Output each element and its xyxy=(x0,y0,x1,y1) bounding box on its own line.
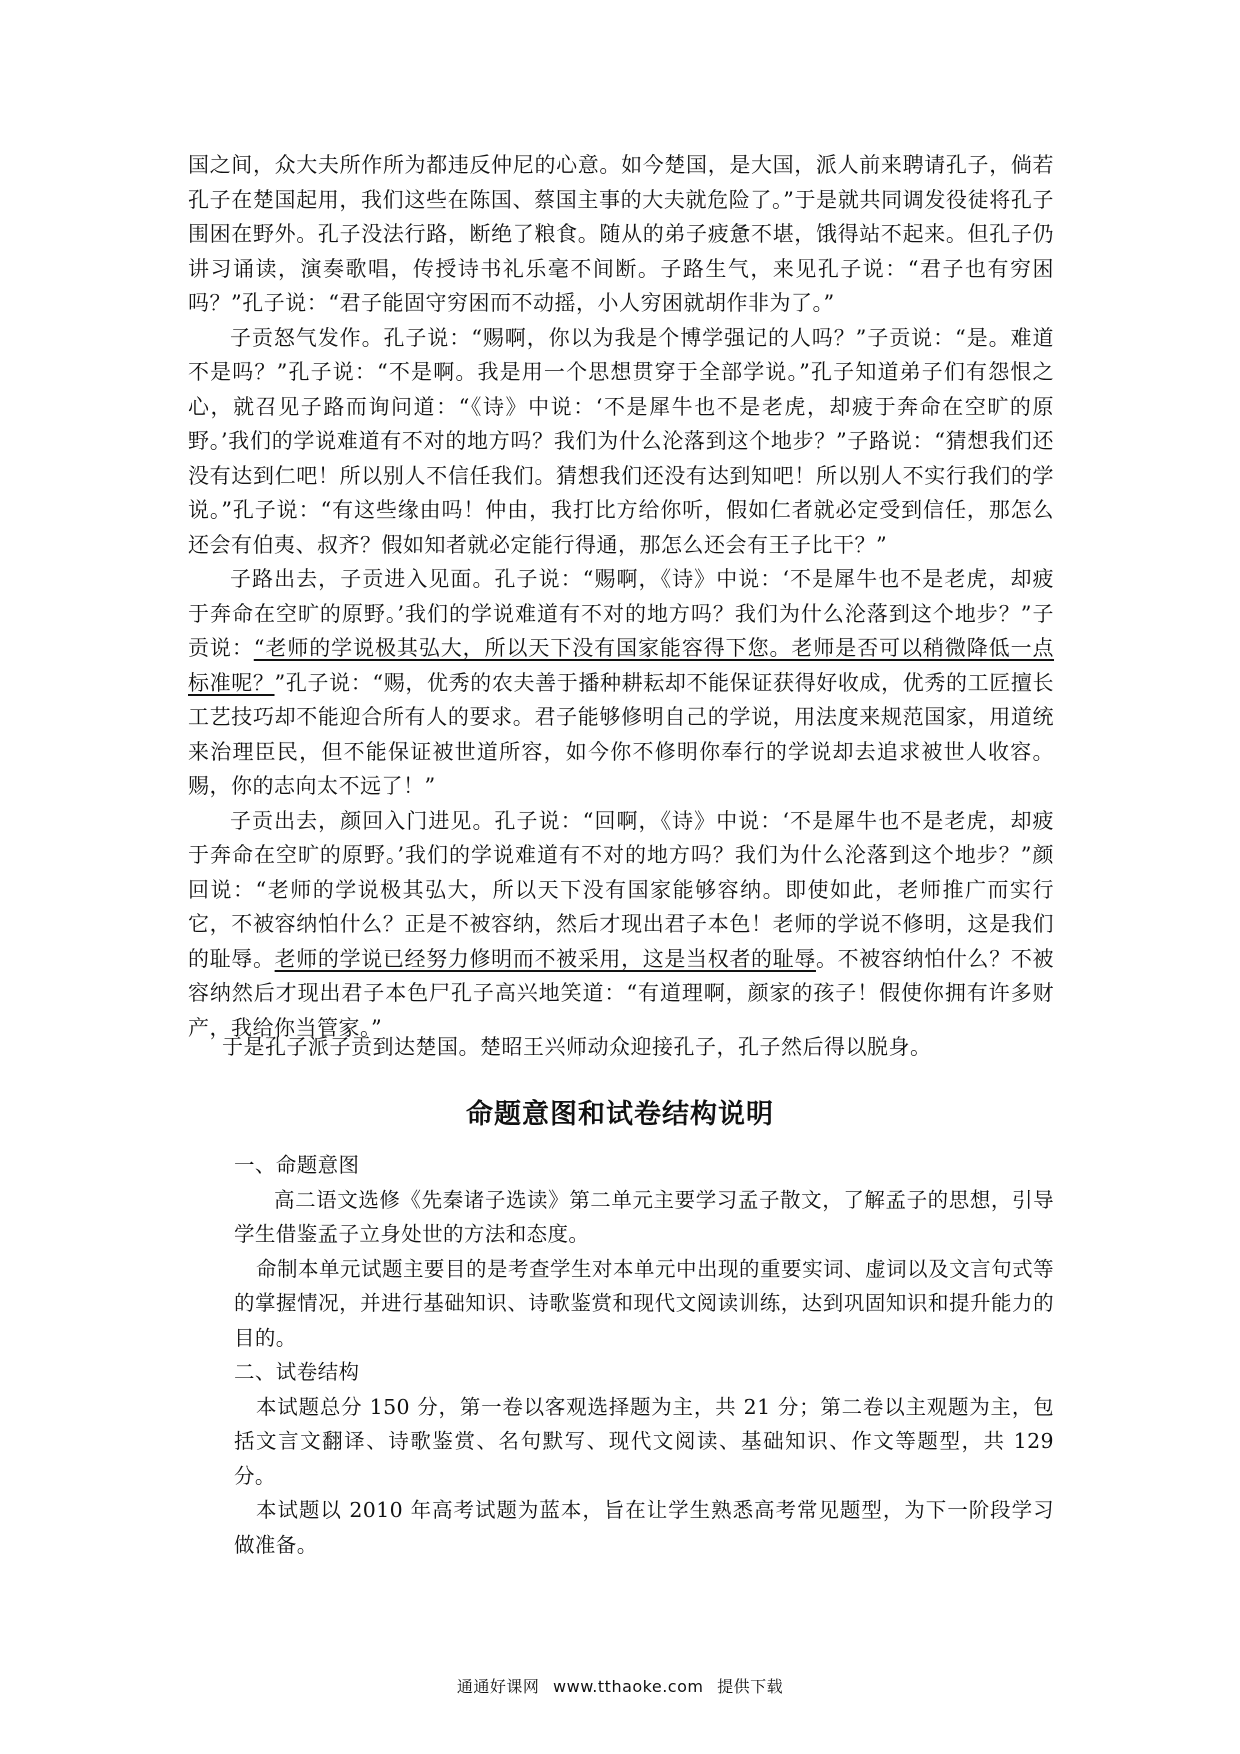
paragraph-4 xyxy=(188,804,1054,1046)
structure-paragraph-2: 本试题以 2010 年高考试题为蓝本，旨在让学生熟悉高考常见题型，为下一阶段学习做准备。 xyxy=(234,1498,1054,1557)
paragraph-4-text-a: 子贡出去，颜回入门进见。孔子说：“回啊，《诗》中说：‘不是犀牛也不是老虎，却疲于奔命在空旷的原野。’我们的学说难道有不对的地方吗？我们为什么沦落到这个地步？”颜回说：“老师的学说极其弘大，所以天下没有国家能够容纳。即使如此，老师推广而实行它，不被容纳怕什么？正是不被容纳，然后才现出君子本色！老师的学说不修明，这是我们的耻辱。 xyxy=(188,808,1054,971)
paragraph-3-text-b: ”孔子说：“赐，优秀的农夫善于播种耕耘却不能保证获得好收成，优秀的工匠擅长工艺技巧却不能迎合所有人的要求。君子能够修明自己的学说，用法度来规范国家，用道统来治理臣民，但不能保证被世道所容，如今你不修明你奉行的学说却去追求被世人收容。赐，你的志向太不远了！” xyxy=(188,670,1055,798)
section-title: 命题意图和试卷结构说明 xyxy=(466,1099,774,1130)
passage-translation xyxy=(188,148,1054,1045)
footer-note: 提供下载 xyxy=(717,1677,784,1696)
page-footer xyxy=(0,1674,1240,1697)
underlined-quote-zigong: “老师的学说极其弘大，所以天下没有国家能容得下您。老师是否可以稍微降低一点标准呢？ xyxy=(188,636,1055,695)
paragraph-1: 国之间，众大夫所作所为都违反仲尼的心意。如今楚国，是大国，派人前来聘请孔子，倘若孔子在楚国起用，我们这些在陈国、蔡国主事的大夫就危险了。”于是就共同调发役徒将孔子围困在野外。孔子没法行路，断绝了粮食。随从的弟子疲惫不堪，饿得站不起来。但孔子仍讲习诵读，演奏歌唱，传授诗书礼乐毫不间断。子路生气，来见孔子说：“君子也有穷困吗？”孔子说：“君子能固守穷困而不动摇，小人穷困就胡作非为了。” xyxy=(188,153,1054,315)
underlined-quote-yanhui: 老师的学说已经努力修明而不被采用，这是当权者的耻辱 xyxy=(274,946,816,971)
exam-explanation xyxy=(234,1148,1054,1562)
heading-structure: 二、试卷结构 xyxy=(234,1360,360,1384)
structure-paragraph-1: 本试题总分 150 分，第一卷以客观选择题为主，共 21 分；第二卷以主观题为主，包括文言文翻译、诗歌鉴赏、名句默写、现代文阅读、基础知识、作文等题型，共 129 分。 xyxy=(234,1394,1054,1488)
heading-intent: 一、命题意图 xyxy=(234,1153,360,1177)
intent-paragraph-1: 高二语文选修《先秦诸子选读》第二单元主要学习孟子散文，了解孟子的思想，引导学生借鉴孟子立身处世的方法和态度。 xyxy=(234,1187,1054,1246)
footer-url[interactable]: www.tthaoke.com xyxy=(553,1677,704,1696)
intent-paragraph-2: 命制本单元试题主要目的是考查学生对本单元中出现的重要实词、虚词以及文言句式等的掌握情况，并进行基础知识、诗歌鉴赏和现代文阅读训练，达到巩固知识和提升能力的目的。 xyxy=(234,1256,1054,1350)
paragraph-4-text-b: 。不被容纳怕什么？不被容纳然后才现出君子本色尸孔子高兴地笑道：“有道理啊，颜家的孩子！假使你拥有许多财产，我给你当管家。” xyxy=(188,946,1055,1040)
paragraph-3 xyxy=(188,562,1054,804)
paragraph-2: 子贡怒气发作。孔子说：“赐啊，你以为我是个博学强记的人吗？”子贡说：“是。难道不是吗？”孔子说：“不是啊。我是用一个思想贯穿于全部学说。”孔子知道弟子们有怨恨之心，就召见子路而询问道：“《诗》中说：‘不是犀牛也不是老虎，却疲于奔命在空旷的原野。’我们的学说难道有不对的地方吗？我们为什么沦落到这个地步？”子路说：“猜想我们还没有达到仁吧！所以别人不信任我们。猜想我们还没有达到知吧！所以别人不实行我们的学说。”孔子说：“有这些缘由吗！仲由，我打比方给你听，假如仁者就必定受到信任，那怎么还会有伯夷、叔齐？假如知者就必定能行得通，那怎么还会有王子比干？” xyxy=(188,325,1054,557)
closing-paragraph: 于是孔子派子贡到达楚国。楚昭王兴师动众迎接孔子，孔子然后得以脱身。 xyxy=(222,1035,932,1059)
footer-site-name: 通通好课网 xyxy=(456,1677,540,1696)
paragraph-3-text-a: 子路出去，子贡进入见面。孔子说：“赐啊，《诗》中说：‘不是犀牛也不是老虎，却疲于奔命在空旷的原野。’我们的学说难道有不对的地方吗？我们为什么沦落到这个地步？”子贡说： xyxy=(188,567,1054,660)
